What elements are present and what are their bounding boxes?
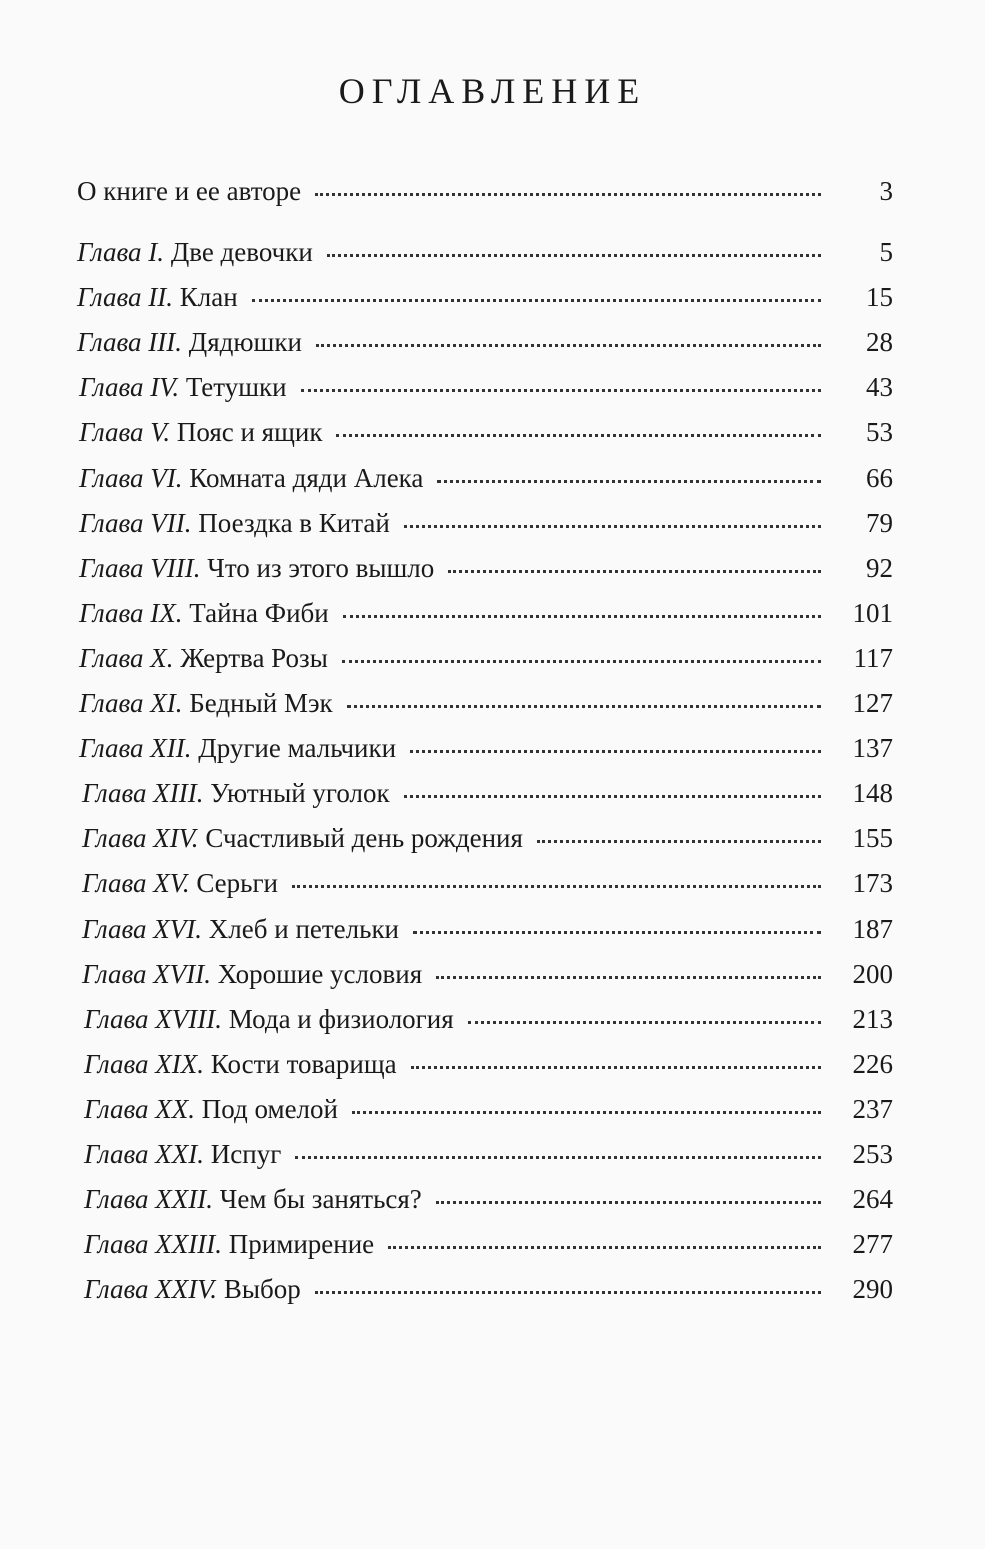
- toc-page-number: 127: [852, 688, 893, 718]
- toc-page-number: 264: [852, 1184, 893, 1214]
- toc-entry-label: [77, 280, 238, 314]
- toc-entry-chapter[interactable]: [79, 551, 893, 585]
- chapter-title: Другие мальчики: [198, 733, 397, 763]
- toc-entry-label: [79, 551, 434, 585]
- toc-page-number: 53: [866, 417, 893, 447]
- chapter-number: Глава XXIV.: [84, 1274, 218, 1304]
- toc-page-number: 173: [852, 868, 893, 898]
- dot-leader: [411, 1066, 821, 1069]
- toc-entry-label: [84, 1047, 397, 1081]
- toc-page-number: 5: [879, 237, 893, 267]
- dot-leader: [413, 931, 821, 934]
- toc-entry-chapter[interactable]: [79, 641, 893, 675]
- chapter-title: Кости товарища: [210, 1049, 397, 1079]
- dot-leader: [352, 1111, 821, 1114]
- toc-entry-chapter[interactable]: [82, 866, 893, 900]
- chapter-title: Жертва Розы: [180, 643, 328, 673]
- toc-entry-chapter[interactable]: [79, 415, 893, 449]
- toc-entry-chapter[interactable]: [82, 957, 893, 991]
- chapter-title: Хорошие условия: [217, 959, 423, 989]
- chapter-title: Две девочки: [170, 237, 313, 267]
- toc-page-number: 277: [852, 1229, 893, 1259]
- toc-entry-label: [79, 596, 329, 630]
- toc-page-number: 155: [852, 823, 893, 853]
- toc-entry-chapter[interactable]: [79, 596, 893, 630]
- chapter-number: Глава XVII.: [82, 959, 212, 989]
- dot-leader: [292, 885, 821, 888]
- chapter-number: Глава XXI.: [84, 1139, 205, 1169]
- toc-entry-chapter[interactable]: [79, 686, 893, 720]
- toc-page-number: 237: [852, 1094, 893, 1124]
- toc-entry-label: [82, 776, 390, 810]
- toc-entry-chapter[interactable]: [84, 1002, 893, 1036]
- dot-leader: [436, 976, 821, 979]
- toc-page-number: 200: [852, 959, 893, 989]
- dot-leader: [315, 193, 821, 196]
- toc-page-number: 290: [852, 1274, 893, 1304]
- dot-leader: [295, 1156, 821, 1159]
- toc-page-number: 3: [879, 176, 893, 206]
- dot-leader: [404, 525, 821, 528]
- toc-page-number: 213: [852, 1004, 893, 1034]
- toc-entry-chapter[interactable]: [84, 1092, 893, 1126]
- dot-leader: [404, 795, 821, 798]
- chapter-title: Уютный уголок: [210, 778, 390, 808]
- chapter-title: Мода и физиология: [228, 1004, 454, 1034]
- toc-entry-label: [82, 957, 422, 991]
- chapter-number: Глава XII.: [79, 733, 192, 763]
- dot-leader: [537, 840, 821, 843]
- toc-page-number: 92: [866, 553, 893, 583]
- chapter-title: Дядюшки: [188, 327, 302, 357]
- toc-entry-label: [82, 821, 523, 855]
- chapter-title: Серьги: [196, 868, 278, 898]
- dot-leader: [336, 434, 821, 437]
- chapter-number: Глава I.: [77, 237, 165, 267]
- toc-entry-label: [79, 506, 390, 540]
- toc-entry-label: [77, 235, 313, 269]
- toc-entry-label: [82, 866, 278, 900]
- chapter-number: Глава XIX.: [84, 1049, 205, 1079]
- page-title: ОГЛАВЛЕНИЕ: [338, 71, 647, 111]
- chapter-number: Глава XX.: [84, 1094, 196, 1124]
- toc-page-number: 137: [852, 733, 893, 763]
- chapter-title: Поездка в Китай: [198, 508, 390, 538]
- toc-page-number: 117: [853, 643, 893, 673]
- dot-leader: [436, 1201, 821, 1204]
- toc-entry-label: [84, 1092, 338, 1126]
- chapter-number: Глава VII.: [79, 508, 192, 538]
- toc-entry-label: [79, 461, 423, 495]
- chapter-title: Клан: [179, 282, 238, 312]
- chapter-title: Что из этого вышло: [207, 553, 435, 583]
- chapter-number: Глава XVIII.: [84, 1004, 223, 1034]
- toc-page-number: 15: [866, 282, 893, 312]
- toc-entry-label: О книге и ее авторе: [77, 176, 302, 206]
- dot-leader: [437, 480, 821, 483]
- chapter-number: Глава XI.: [79, 688, 183, 718]
- toc-page-number: 66: [866, 463, 893, 493]
- toc-entry-chapter[interactable]: [82, 776, 893, 810]
- toc-entry-label: [84, 1137, 281, 1171]
- toc-entry-chapter[interactable]: [84, 1137, 893, 1171]
- chapter-number: Глава V.: [79, 417, 171, 447]
- toc-entry-chapter[interactable]: [79, 506, 893, 540]
- toc-entry-chapter[interactable]: [77, 280, 893, 314]
- toc-page-number: 148: [852, 778, 893, 808]
- toc-entry-chapter[interactable]: [77, 325, 893, 359]
- toc-page-number: 101: [852, 598, 893, 628]
- dot-leader: [316, 344, 821, 347]
- toc-entry-chapter[interactable]: [79, 461, 893, 495]
- dot-leader: [315, 1291, 821, 1294]
- toc-entry-chapter[interactable]: [84, 1182, 893, 1216]
- toc-entry-label: [84, 1227, 374, 1261]
- dot-leader: [343, 615, 821, 618]
- dot-leader: [327, 254, 821, 257]
- dot-leader: [468, 1021, 821, 1024]
- toc-entry-label: [84, 1272, 301, 1306]
- toc-entry-label: [79, 370, 287, 404]
- chapter-number: Глава IV.: [79, 372, 180, 402]
- chapter-number: Глава XIII.: [82, 778, 204, 808]
- dot-leader: [448, 570, 821, 573]
- dot-leader: [252, 299, 821, 302]
- chapter-title: Примирение: [228, 1229, 375, 1259]
- chapter-title: Бедный Мэк: [189, 688, 333, 718]
- dot-leader: [301, 389, 821, 392]
- toc-page-number: 253: [852, 1139, 893, 1169]
- toc-entry-chapter[interactable]: [79, 370, 893, 404]
- toc-entry-chapter[interactable]: [82, 821, 893, 855]
- toc-entry-chapter[interactable]: [79, 731, 893, 765]
- chapter-title: Тайна Фиби: [189, 598, 329, 628]
- chapter-number: Глава VIII.: [79, 553, 201, 583]
- chapter-title: Пояс и ящик: [176, 417, 323, 447]
- chapter-title: Счастливый день рождения: [205, 823, 523, 853]
- toc-page-number: 43: [866, 372, 893, 402]
- chapter-number: Глава XXIII.: [84, 1229, 223, 1259]
- chapter-title: Чем бы заняться?: [219, 1184, 422, 1214]
- toc-entry-label: [79, 731, 396, 765]
- chapter-number: Глава XIV.: [82, 823, 199, 853]
- chapter-number: Глава III.: [77, 327, 183, 357]
- dot-leader: [342, 660, 821, 663]
- toc-entry-label: [79, 641, 328, 675]
- chapter-number: Глава X.: [79, 643, 174, 673]
- toc-page-number: 79: [866, 508, 893, 538]
- toc-entry-chapter[interactable]: [84, 1272, 893, 1306]
- toc-entry-label: [77, 325, 302, 359]
- toc-entry-chapter[interactable]: [84, 1227, 893, 1261]
- chapter-number: Глава XVI.: [82, 914, 203, 944]
- toc-entry-chapter[interactable]: [84, 1047, 893, 1081]
- dot-leader: [388, 1246, 821, 1249]
- toc-entry-label: [79, 415, 322, 449]
- dot-leader: [347, 705, 821, 708]
- toc-entry-chapter[interactable]: [77, 235, 893, 269]
- chapter-number: Глава XXII.: [84, 1184, 214, 1214]
- toc-entry-intro[interactable]: [77, 174, 893, 208]
- chapter-number: Глава XV.: [82, 868, 190, 898]
- chapter-number: Глава VI.: [79, 463, 183, 493]
- chapter-number: Глава II.: [77, 282, 174, 312]
- toc-entry-label: [82, 912, 399, 946]
- chapter-title: Испуг: [210, 1139, 282, 1169]
- toc-page-number: 28: [866, 327, 893, 357]
- toc-entry-chapter[interactable]: [82, 912, 893, 946]
- toc-entry-label: [84, 1002, 454, 1036]
- chapter-title: Под омелой: [201, 1094, 338, 1124]
- chapter-title: Тетушки: [185, 372, 287, 402]
- chapter-title: Хлеб и петельки: [208, 914, 400, 944]
- toc-page-number: 187: [852, 914, 893, 944]
- toc-page-number: 226: [852, 1049, 893, 1079]
- chapter-title: Комната дяди Алека: [189, 463, 424, 493]
- toc-entry-label: [79, 686, 333, 720]
- chapter-title: Выбор: [223, 1274, 301, 1304]
- dot-leader: [410, 750, 821, 753]
- toc-entry-label: [84, 1182, 422, 1216]
- chapter-number: Глава IX.: [79, 598, 183, 628]
